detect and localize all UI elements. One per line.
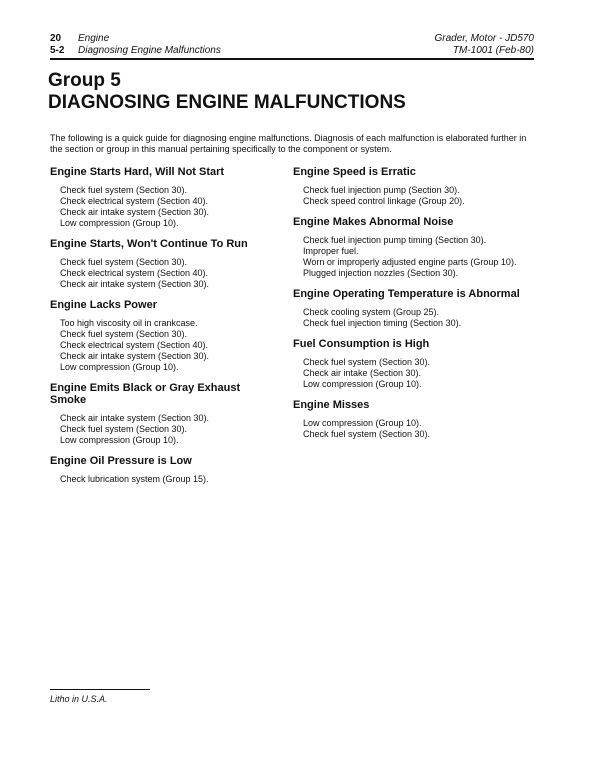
check-item: Check air intake (Section 30). [303,368,422,378]
check-item: Low compression (Group 10). [60,435,179,445]
malfunction-section [50,238,275,290]
malfunction-heading: Engine Makes Abnormal Noise [293,216,454,228]
check-list [293,418,530,440]
footer-imprint: Litho in U.S.A. [50,694,108,704]
chapter-name: Engine [78,33,110,44]
check-item: Low compression (Group 10). [60,362,179,372]
page-title: DIAGNOSING ENGINE MALFUNCTIONS [48,92,406,113]
malfunction-section [293,399,530,440]
right-column [293,166,530,449]
header-divider [50,58,534,60]
check-item: Check fuel system (Section 30). [60,257,188,267]
malfunction-section [50,299,275,373]
footer-divider [50,689,150,690]
check-item: Check electrical system (Section 40). [60,268,209,278]
malfunction-section [50,382,275,446]
malfunction-heading: Engine Lacks Power [50,299,157,311]
malfunction-section [293,338,530,390]
malfunction-heading: Engine Starts, Won't Continue To Run [50,238,248,250]
check-list [50,413,275,446]
check-list [293,307,530,329]
check-item: Check fuel system (Section 30). [303,429,431,439]
check-item: Check air intake system (Section 30). [60,279,210,289]
manual-title: Grader, Motor - JD570 [434,33,534,44]
malfunction-heading: Engine Oil Pressure is Low [50,455,192,467]
check-list [293,235,530,279]
check-item: Plugged injection nozzles (Section 30). [303,268,459,278]
check-item: Check fuel system (Section 30). [60,424,188,434]
section-title: Diagnosing Engine Malfunctions [78,45,221,56]
check-list [293,357,530,390]
check-item: Check fuel system (Section 30). [60,185,188,195]
check-item: Worn or improperly adjusted engine parts (Group 10). [303,257,517,267]
malfunction-section [293,288,530,329]
intro-paragraph: The following is a quick guide for diagnosing engine malfunctions. Diagnosis of each malfunction is elaborated further in the section or group in this manual pertaining specifically to the component or system. [50,133,527,154]
malfunction-heading: Engine Misses [293,399,370,411]
check-item: Low compression (Group 10). [60,218,179,228]
check-item: Check cooling system (Group 25). [303,307,440,317]
malfunction-section [50,455,275,485]
malfunction-heading: Engine Emits Black or Gray Exhaust Smoke [50,382,241,406]
page-number: 20 [50,33,62,44]
manual-code: TM-1001 (Feb-80) [452,45,534,56]
check-list [50,318,275,373]
malfunction-heading: Engine Starts Hard, Will Not Start [50,166,225,178]
check-list [293,185,530,207]
check-list [50,257,275,290]
left-column [50,166,275,494]
check-item: Check electrical system (Section 40). [60,196,209,206]
check-item: Check air intake system (Section 30). [60,351,210,361]
check-item: Check air intake system (Section 30). [60,207,210,217]
check-list [50,185,275,229]
group-title: Group 5 [48,70,121,91]
check-item: Check speed control linkage (Group 20). [303,196,465,206]
check-item: Check air intake system (Section 30). [60,413,210,423]
page-header-right [435,33,534,57]
check-list [50,474,275,485]
page-header-left [50,33,221,57]
check-item: Check fuel injection timing (Section 30). [303,318,462,328]
check-item: Improper fuel. [303,246,359,256]
section-number: 5-2 [50,45,65,56]
malfunction-section [293,216,530,279]
malfunction-heading: Engine Speed is Erratic [293,166,416,178]
check-item: Low compression (Group 10). [303,418,422,428]
malfunction-section [293,166,530,207]
malfunction-heading: Engine Operating Temperature is Abnormal [293,288,520,300]
check-item: Check fuel injection pump (Section 30). [303,185,460,195]
check-item: Check lubrication system (Group 15). [60,474,209,484]
check-item: Check fuel system (Section 30). [60,329,188,339]
malfunction-heading: Fuel Consumption is High [293,338,430,350]
malfunction-section [50,166,275,229]
check-item: Too high viscosity oil in crankcase. [60,318,198,328]
check-item: Low compression (Group 10). [303,379,422,389]
check-item: Check fuel injection pump timing (Section 30). [303,235,487,245]
check-item: Check electrical system (Section 40). [60,340,209,350]
check-item: Check fuel system (Section 30). [303,357,431,367]
